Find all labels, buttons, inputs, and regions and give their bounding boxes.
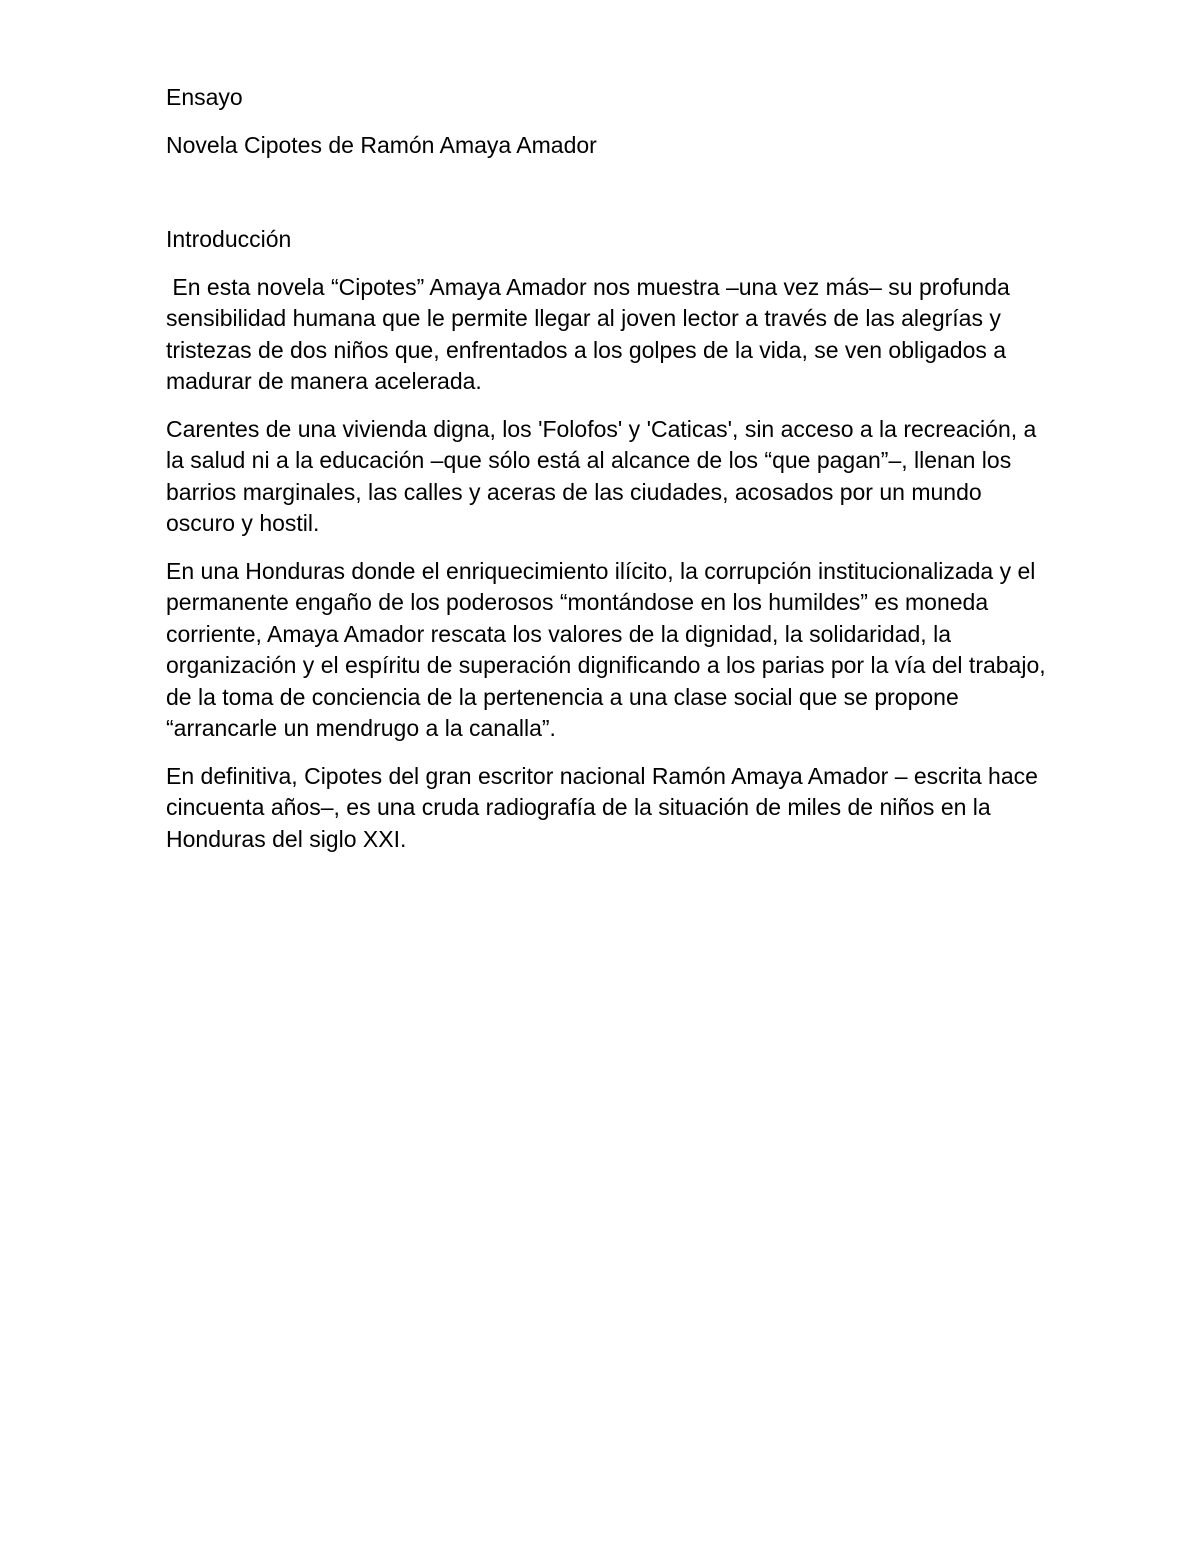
document-title: Ensayo [166,84,243,110]
document-body [166,82,1046,871]
paragraph-values: En una Honduras donde el enriquecimiento ilícito, la corrupción institucionalizada y el permanente engaño de los poderosos “montándose en los humildes” es moneda corriente, Amaya Amador rescata los valores de la dignidad, la solidaridad, la organización y el espíritu de superación dignificando a los parias por la vía del trabajo, de la toma de conciencia de la pertenencia a una clase social que se propone “arrancarle un mendrugo a la canalla”. [166,557,1046,741]
paragraph-introduction: En esta novela “Cipotes” Amaya Amador nos muestra –una vez más– su profunda sensibilidad humana que le permite llegar al joven lector a través de las alegrías y tristezas de dos niños que, enfrentados a los golpes de la vida, se ven obligados a madurar de manera acelerada. [166,273,1017,394]
paragraph-living-conditions: Carentes de una vivienda digna, los 'Folofos' y 'Caticas', sin acceso a la recreación, a la salud ni a la educación –que sólo está al alcance de los “que pagan”–, llenan los barrios marginales, las calles y aceras de las ciudades, acosados por un mundo oscuro y hostil. [166,415,1037,536]
section-heading: Introducción [166,226,292,252]
document-subtitle: Novela Cipotes de Ramón Amaya Amador [166,131,597,158]
paragraph-conclusion: En definitiva, Cipotes del gran escritor nacional Ramón Amaya Amador – escrita hace cincuenta años–, es una cruda radiografía de la situación de miles de niños en la Honduras del siglo XXI. [166,762,1038,852]
